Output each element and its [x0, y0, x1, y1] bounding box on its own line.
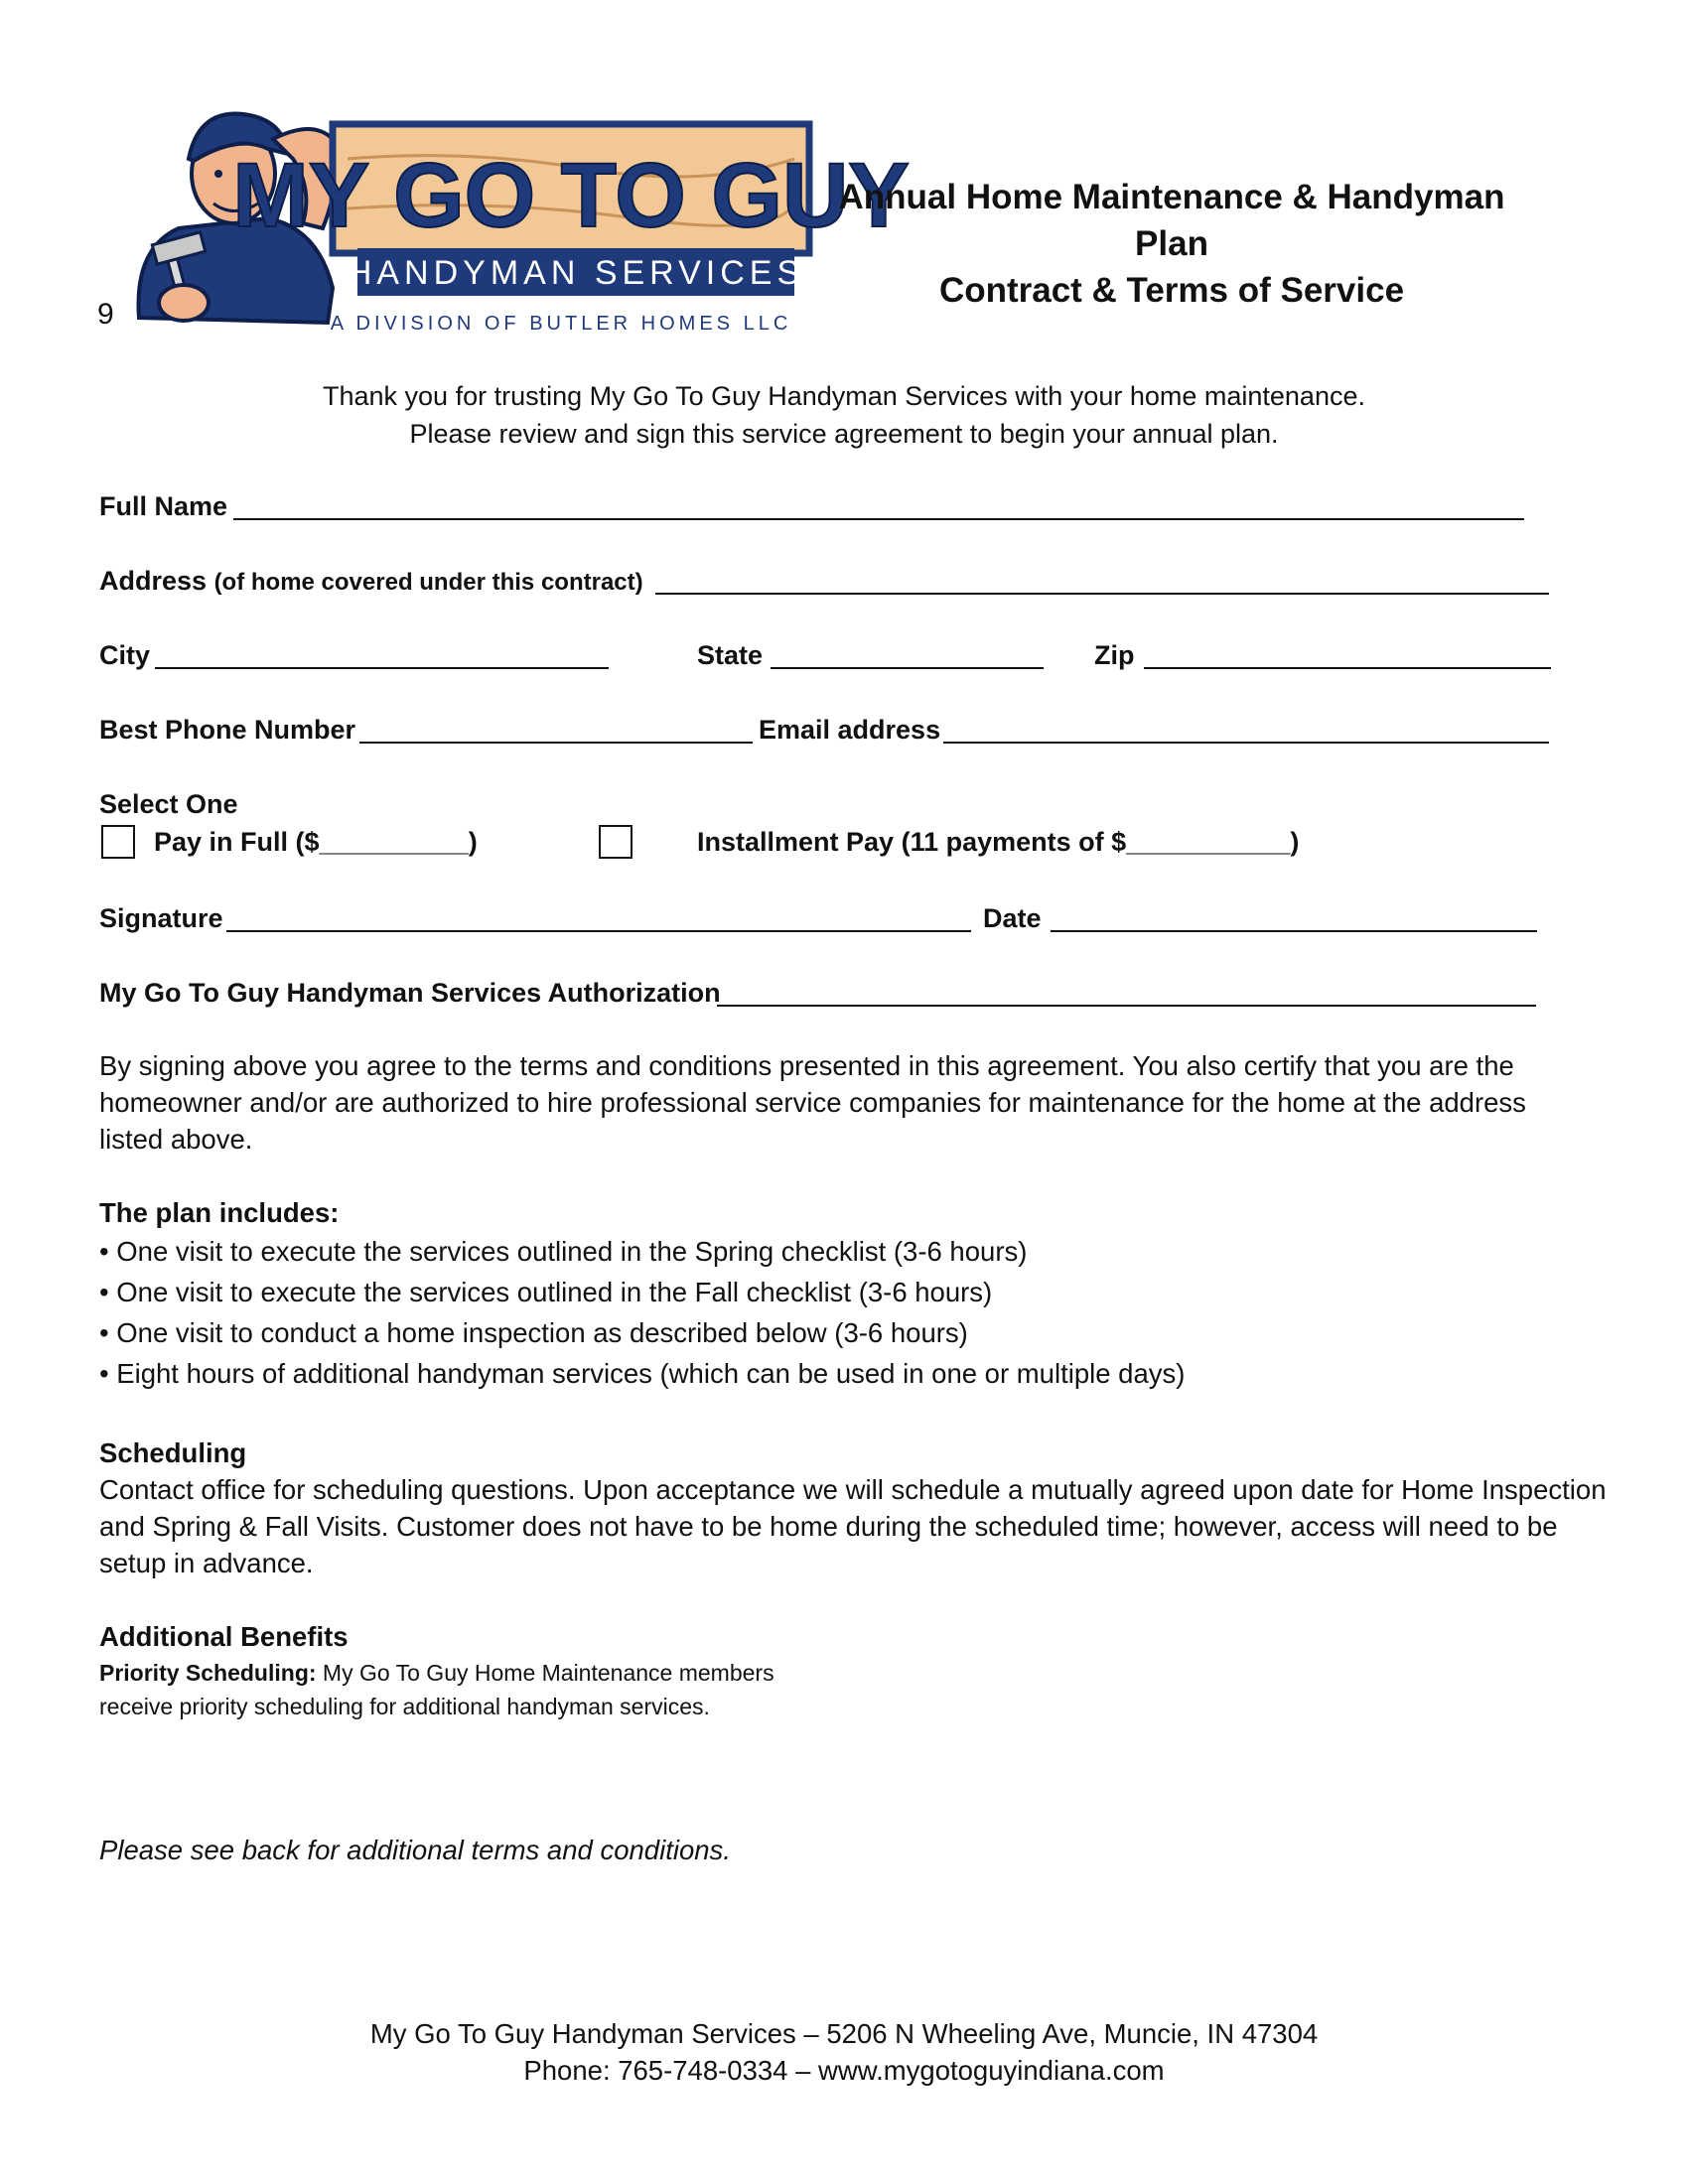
- plan-list: [99, 1231, 1589, 1394]
- email-field[interactable]: [943, 742, 1549, 744]
- footer-contact: Phone: 765-748-0334 – www.mygotoguyindiana.com: [523, 2055, 1165, 2086]
- authorization-row: [99, 973, 1549, 1013]
- plan-item: • Eight hours of additional handyman services (which can be used in one or multiple days): [99, 1358, 1186, 1389]
- address-row: [99, 561, 1549, 601]
- pay-full-checkbox[interactable]: [101, 825, 135, 859]
- page-number: 9: [97, 298, 114, 331]
- priority-label: Priority Scheduling:: [99, 1660, 317, 1686]
- intro-line-1: Thank you for trusting My Go To Guy Handyman Services with your home maintenance.: [323, 381, 1365, 411]
- select-one-label: Select One: [99, 789, 238, 819]
- title-line-2: Contract & Terms of Service: [938, 271, 1405, 310]
- intro-text: [99, 377, 1589, 453]
- date-field[interactable]: [1051, 930, 1537, 932]
- footer: [0, 2015, 1688, 2089]
- city-field[interactable]: [155, 667, 609, 669]
- city-state-zip-row: [99, 635, 1549, 675]
- address-field[interactable]: [655, 593, 1549, 595]
- title-line-1: Annual Home Maintenance & Handyman Plan: [838, 178, 1505, 263]
- phone-field[interactable]: [359, 742, 753, 744]
- footer-address: My Go To Guy Handyman Services – 5206 N Wheeling Ave, Muncie, IN 47304: [369, 2018, 1319, 2049]
- payment-options-row: [99, 822, 1549, 862]
- pay-full-label: Pay in Full ($__________): [154, 827, 478, 857]
- state-label: State: [697, 640, 764, 670]
- installment-checkbox[interactable]: [599, 825, 633, 859]
- phone-label: Best Phone Number: [99, 715, 356, 745]
- scheduling-text: Contact office for scheduling questions. Upon acceptance we will schedule a mutually agreed upon date for Home Inspection and Spring & Fall Visits. Customer does not have to be home during the scheduled time; however, access will need to be setup in advance.: [99, 1474, 1607, 1578]
- benefits-heading: Additional Benefits: [99, 1621, 349, 1652]
- priority-text-1: My Go To Guy Home Maintenance members: [316, 1660, 774, 1686]
- plan-heading: The plan includes:: [99, 1197, 340, 1228]
- full-name-label: Full Name: [99, 491, 228, 521]
- plan-item: • One visit to execute the services outlined in the Fall checklist (3-6 hours): [99, 1277, 993, 1307]
- address-label: Address: [99, 566, 208, 596]
- phone-email-row: [99, 710, 1549, 750]
- email-label: Email address: [759, 715, 941, 745]
- full-name-field[interactable]: [233, 518, 1524, 520]
- date-label: Date: [983, 903, 1042, 933]
- zip-label: Zip: [1094, 640, 1135, 670]
- authorization-field[interactable]: [717, 1005, 1536, 1007]
- company-logo: [119, 99, 910, 338]
- city-label: City: [99, 640, 151, 670]
- document-title: [814, 174, 1529, 314]
- address-note: (of home covered under this contract): [213, 569, 643, 596]
- agreement-text: By signing above you agree to the terms and conditions presented in this agreement. You also certify that you are the homeowner and/or are authorized to hire professional service companies for maintenance for the home at the address listed above.: [99, 1050, 1526, 1155]
- signature-date-row: [99, 898, 1549, 938]
- installment-label: Installment Pay (11 payments of $___________): [697, 827, 1300, 857]
- plan-item: • One visit to execute the services outlined in the Spring checklist (3-6 hours): [99, 1236, 1028, 1267]
- logo-division-text: A DIVISION OF BUTLER HOMES LLC: [330, 313, 792, 335]
- priority-scheduling-text: [99, 1656, 993, 1723]
- intro-line-2: Please review and sign this service agreement to begin your annual plan.: [409, 419, 1279, 449]
- scheduling-heading: Scheduling: [99, 1437, 247, 1468]
- logo-main-text: MY GO TO GUY: [232, 145, 910, 246]
- zip-field[interactable]: [1144, 667, 1551, 669]
- state-field[interactable]: [771, 667, 1044, 669]
- signature-field[interactable]: [226, 930, 971, 932]
- logo-banner-text: HANDYMAN SERVICES: [347, 254, 805, 292]
- plan-item: • One visit to conduct a home inspection as described below (3-6 hours): [99, 1317, 968, 1348]
- full-name-row: [99, 486, 1539, 526]
- priority-text-2: receive priority scheduling for additional handyman services.: [99, 1694, 710, 1719]
- authorization-label: My Go To Guy Handyman Services Authorization: [99, 978, 721, 1008]
- signature-label: Signature: [99, 903, 223, 933]
- back-note: Please see back for additional terms and conditions.: [99, 1835, 731, 1865]
